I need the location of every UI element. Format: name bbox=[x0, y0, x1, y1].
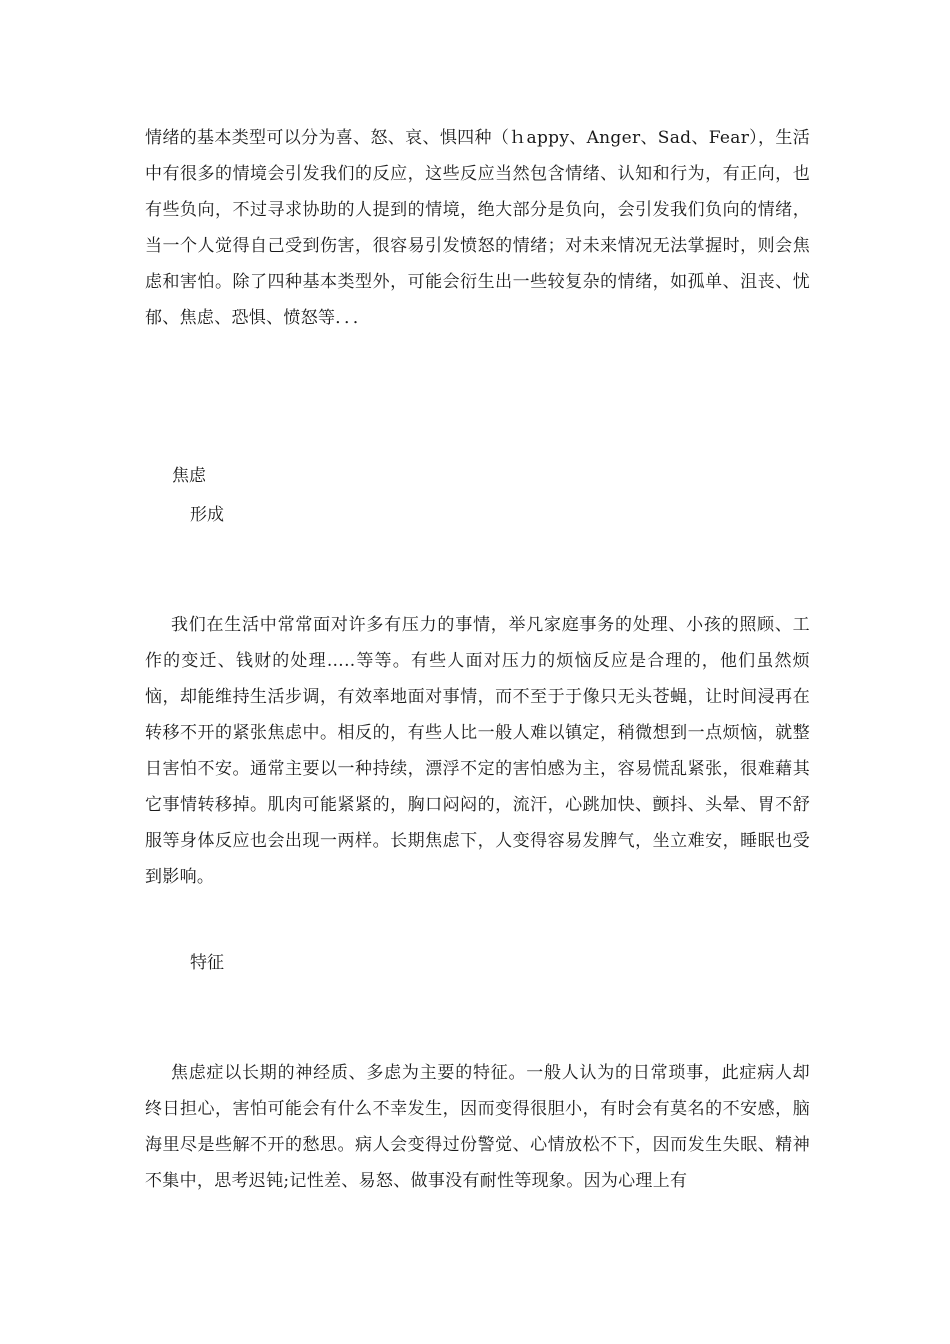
features-paragraph: 焦虑症以长期的神经质、多虑为主要的特征。一般人认为的日常琐事，此症病人却终日担心，害怕可能会有什么不幸发生，因而变得很胆小，有时会有莫名的不安感，脑海里尽是些解不开的愁思。病人会变得过份警觉、心情放松不下，因而发生失眠、精神不集中，思考迟钝;记性差、易怒、做事没有耐性等现象。因为心理上有 bbox=[145, 1063, 810, 1191]
subheading-formation: 形成 bbox=[190, 505, 224, 525]
section-heading-anxiety: 焦虑 bbox=[172, 466, 206, 486]
subheading-features: 特征 bbox=[190, 953, 224, 973]
formation-paragraph: 我们在生活中常常面对许多有压力的事情，举凡家庭事务的处理、小孩的照顾、工作的变迁、钱财的处理…..等等。有些人面对压力的烦恼反应是合理的，他们虽然烦恼，却能维持生活步调，有效率地面对事情，而不至于于像只无头苍蝇，让时间浸再在转移不开的紧张焦虑中。相反的，有些人比一般人难以镇定，稍微想到一点烦恼，就整日害怕不安。通常主要以一种持续，漂浮不定的害怕感为主，容易慌乱紧张，很难藉其它事情转移掉。肌肉可能紧紧的，胸口闷闷的，流汗，心跳加快、颤抖、头晕、胃不舒服等身体反应也会出现一两样。长期焦虑下，人变得容易发脾气，坐立难安，睡眠也受到影响。 bbox=[145, 615, 810, 887]
intro-paragraph: 情绪的基本类型可以分为喜、怒、哀、惧四种（ｈappy、Anger、Sad、Fear），生活中有很多的情境会引发我们的反应，这些反应当然包含情绪、认知和行为，有正向，也有些负向，不过寻求协助的人提到的情境，绝大部分是负向，会引发我们负向的情绪，当一个人觉得自己受到伤害，很容易引发愤怒的情绪；对未来情况无法掌握时，则会焦虑和害怕。除了四种基本类型外，可能会衍生出一些较复杂的情绪，如孤单、沮丧、忧郁、焦虑、恐惧、愤怒等．．． bbox=[145, 128, 810, 328]
